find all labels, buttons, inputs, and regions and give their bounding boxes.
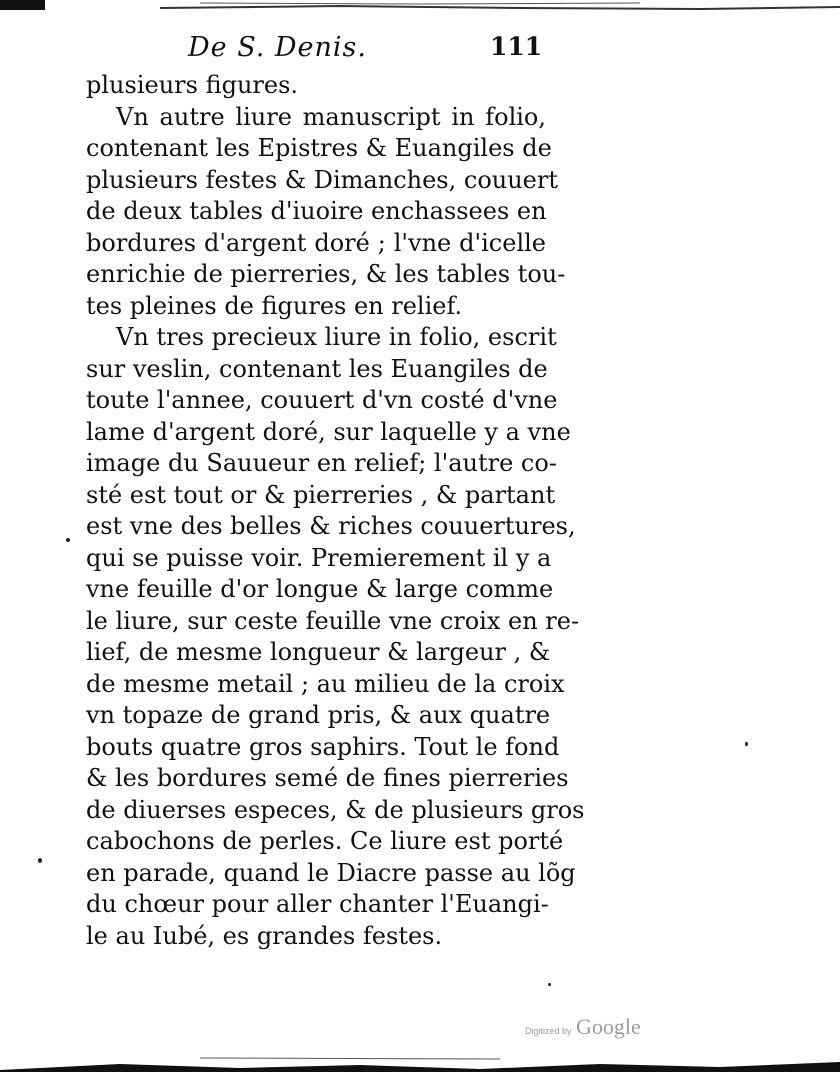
text-line: de diuerses especes, & de plusieurs gros <box>86 795 585 824</box>
text-line: enrichie de pierreries, & les tables tou- <box>86 260 566 288</box>
text-line: plusieurs figures. <box>86 71 299 99</box>
text-line: & les bordures semé de fines pierreries <box>86 764 569 792</box>
text-line: de mesme metail ; au milieu de la croix <box>86 669 565 698</box>
text-line: lame d'argent doré, sur laquelle y a vne <box>86 417 571 446</box>
text-line: de deux tables d'iuoire enchassees en <box>86 197 547 225</box>
text-line: est vne des belles & riches couuertures, <box>86 512 576 540</box>
google-watermark <box>525 1014 641 1040</box>
google-logo: Google <box>575 1014 641 1039</box>
text-line: qui se puisse voir. Premierement il y a <box>86 543 552 572</box>
text-line: vn topaze de grand pris, & aux quatre <box>86 701 551 729</box>
text-line: plusieurs festes & Dimanches, couuert <box>86 165 558 194</box>
page-header <box>88 30 548 70</box>
text-line: en parade, quand le Diacre passe au lõg <box>86 858 576 887</box>
bottom-scan-border <box>0 1040 840 1072</box>
body-text <box>86 70 585 952</box>
text-line: le au Iubé, es grandes festes. <box>86 921 443 950</box>
text-line: sté est tout or & pierreries , & partant <box>86 480 556 509</box>
text-line: bouts quatre gros saphirs. Tout le fond <box>86 732 560 761</box>
text-line: bordures d'argent doré ; l'vne d'icelle <box>86 228 546 257</box>
running-head: De S. Denis. <box>188 32 367 63</box>
text-line: lief, de mesme longueur & largeur , & <box>86 638 551 666</box>
text-line: image du Sauueur en relief; l'autre co- <box>86 449 557 477</box>
text-line: du chœur pour aller chanter l'Euangi- <box>86 890 549 918</box>
ink-speck <box>38 858 42 863</box>
ink-speck <box>745 742 748 746</box>
watermark-prefix: Digitized by <box>525 1026 572 1036</box>
text-line: Vn autre liure manuscript in folio, <box>116 102 546 131</box>
text-line: vne feuille d'or longue & large comme <box>86 575 554 603</box>
ink-speck <box>66 538 70 542</box>
text-line: sur veslin, contenant les Euangiles de <box>86 354 548 383</box>
text-line: toute l'annee, couuert d'vn costé d'vne <box>86 386 558 414</box>
text-line: tes pleines de figures en relief. <box>86 291 463 320</box>
top-scan-border <box>0 0 840 14</box>
text-line: le liure, sur ceste feuille vne croix en re- <box>86 606 580 635</box>
page-number: 111 <box>490 32 543 61</box>
text-line: Vn tres precieux liure in folio, escrit <box>116 323 557 351</box>
ink-speck <box>548 983 551 986</box>
text-line: contenant les Epistres & Euangiles de <box>86 134 552 162</box>
text-line: cabochons de perles. Ce liure est porté <box>86 827 564 855</box>
